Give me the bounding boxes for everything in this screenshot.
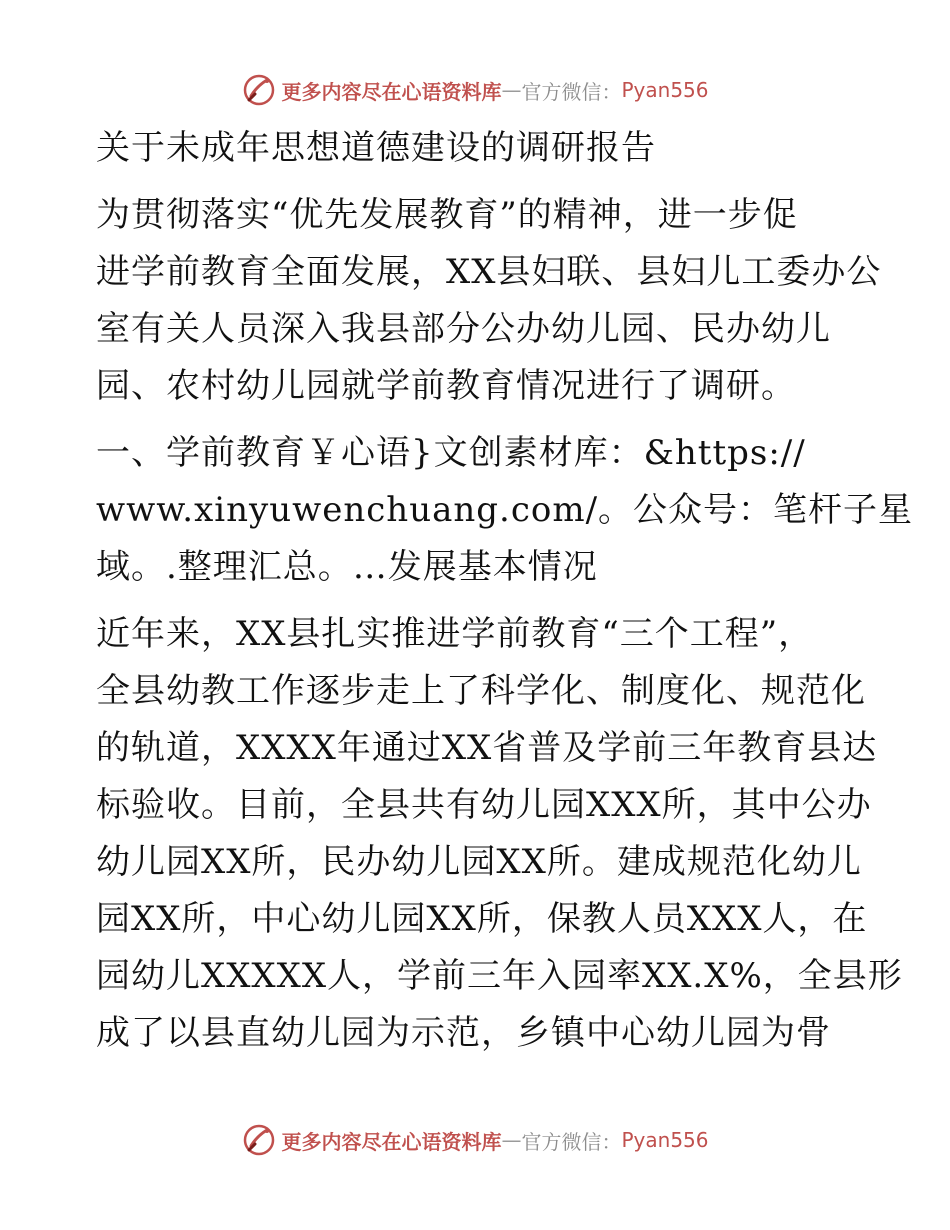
watermark-main-text: 更多内容尽在心语资料库	[281, 1129, 502, 1154]
watermark-label: 官方微信：	[521, 1129, 622, 1154]
watermark-account: Pyan556	[621, 1128, 709, 1152]
watermark-dash: —	[501, 1128, 522, 1152]
watermark-label: 官方微信：	[521, 79, 622, 104]
paragraph-line: 园、农村幼儿园就学前教育情况进行了调研。	[96, 366, 796, 406]
brush-logo-icon	[241, 1122, 277, 1158]
paragraph-line: 成了以县直幼儿园为示范，乡镇中心幼儿园为骨	[96, 1013, 831, 1053]
paragraph-line: 室有关人员深入我县部分公办幼儿园、民办幼儿	[96, 309, 831, 349]
paragraph-line: 全县幼教工作逐步走上了科学化、制度化、规范化	[96, 671, 866, 711]
section-heading	[96, 425, 914, 596]
paragraph-intro	[96, 187, 882, 415]
paragraph-line: 为贯彻落实“优先发展教育”的精神，进一步促	[96, 195, 798, 235]
watermark-account: Pyan556	[621, 78, 709, 102]
paragraph-line: 近年来，XX县扎实推进学前教育“三个工程”，	[96, 614, 814, 654]
watermark-dash: —	[501, 78, 522, 102]
document-title: 关于未成年思想道德建设的调研报告	[96, 128, 656, 168]
brush-logo-icon	[241, 72, 277, 108]
heading-line: 域。.整理汇总。…发展基本情况	[96, 547, 598, 587]
watermark-main-text: 更多内容尽在心语资料库	[281, 79, 502, 104]
paragraph-line: 标验收。目前，全县共有幼儿园XXX所，其中公办	[96, 785, 872, 825]
heading-line: 一、学前教育￥心语}文创素材库：&https://	[96, 433, 806, 473]
document-body	[96, 120, 914, 1062]
paragraph-situation	[96, 606, 903, 1062]
paragraph-line: 的轨道，XXXX年通过XX省普及学前三年教育县达	[96, 728, 878, 768]
paragraph-line: 园XX所，中心幼儿园XX所，保教人员XXX人，在	[96, 899, 868, 939]
paragraph-line: 园幼儿XXXXX人，学前三年入园率XX.X%，全县形	[96, 956, 903, 996]
heading-line: www.xinyuwenchuang.com/。公众号：笔杆子星	[96, 490, 914, 530]
paragraph-line: 幼儿园XX所，民办幼儿园XX所。建成规范化幼儿	[96, 842, 862, 882]
watermark-banner-top	[0, 70, 950, 110]
paragraph-line: 进学前教育全面发展，XX县妇联、县妇儿工委办公	[96, 252, 882, 292]
watermark-banner-bottom	[0, 1120, 950, 1160]
